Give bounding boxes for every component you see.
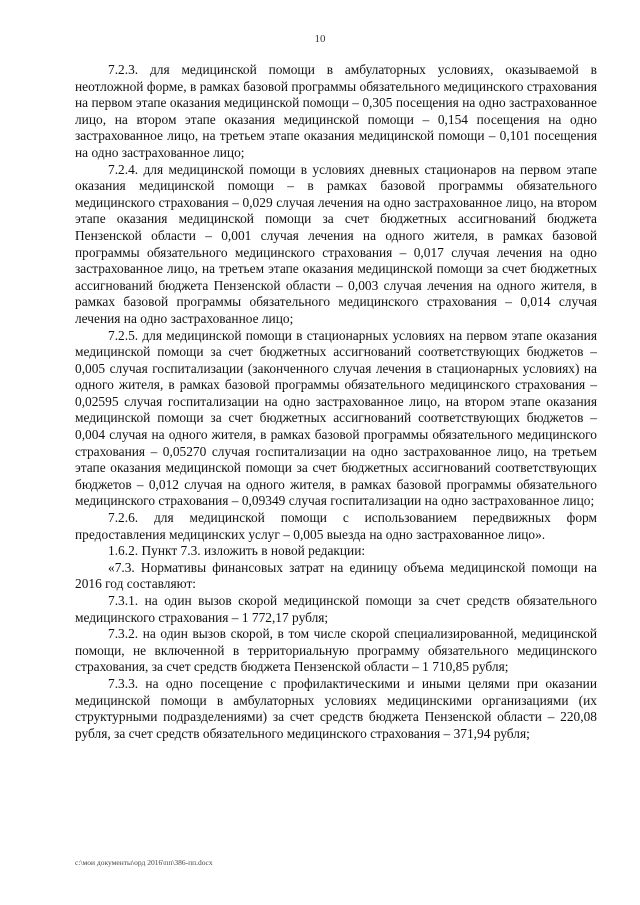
paragraph-7-2-4: 7.2.4. для медицинской помощи в условиях дневных стационаров на первом этапе оказания медицинской помощи – в рамках базовой программы обязательного медицинского страхования – 0,029 случая лечения на одно застрахованное лицо, на втором этапе оказания медицинской помощи за счет бюджетных ассигнований бюджета Пензенской области – 0,001 случая лечения на одного жителя, в рамках базовой программы обязательного медицинского страхования – 0,017 случая лечения на одно застрахованное лицо, на третьем этапе оказания медицинской помощи за счет бюджетных ассигнований бюджета Пензенской области – 0,003 случая лечения на одного жителя, в рамках базовой программы обязательного медицинского страхования – 0,014 случая лечения на одно застрахованное лицо; (75, 161, 597, 326)
paragraph-7-2-5: 7.2.5. для медицинской помощи в стационарных условиях на первом этапе оказания медицинской помощи за счет бюджетных ассигнований соответствующих бюджетов – 0,005 случая госпитализации (законченного случая лечения в стационарных условиях) на одного жителя, в рамках базовой программы обязательного медицинского страхования – 0,02595 случая госпитализации на одно застрахованное лицо, на втором этапе оказания медицинской помощи за счет бюджетных ассигнований соответствующих бюджетов – 0,004 случая на одного жителя, в рамках базовой программы обязательного медицинского страхования – 0,05270 случая госпитализации на одно застрахованное лицо, на третьем этапе оказания медицинской помощи за счет бюджетных ассигнований соответствующих бюджетов – 0,012 случая на одного жителя, в рамках базовой программы обязательного медицинского страхования – 0,09349 случая госпитализации на одно застрахованное лицо; (75, 327, 597, 509)
paragraph-1-6-2: 1.6.2. Пункт 7.3. изложить в новой редакции: (108, 543, 366, 559)
paragraph-7-2-3: 7.2.3. для медицинской помощи в амбулаторных условиях, оказываемой в неотложной форме, в рамках базовой программы обязательного медицинского страхования на первом этапе оказания медицинской помощи – 0,305 посещения на одно застрахованное лицо, на втором этапе оказания медицинской помощи – 0,154 посещения на одно застрахованное лицо, на третьем этапе оказания медицинской помощи – 0,101 посещения на одно застрахованное лицо; (75, 62, 597, 160)
paragraph-7-3-3: 7.3.3. на одно посещение с профилактическими и иными целями при оказании медицинской помощи в амбулаторных условиях медицинскими организациями (их структурными подразделениями) за счет средств бюджета Пензенской области – 220,08 рубля, за счет средств обязательного медицинского страхования – 371,94 рубля; (75, 675, 597, 741)
paragraph-7-3: «7.3. Нормативы финансовых затрат на единицу объема медицинской помощи на 2016 год составляют: (75, 559, 597, 592)
paragraph-7-2-6: 7.2.6. для медицинской помощи с использованием передвижных форм предоставления медицинских услуг – 0,005 выезда на одно застрахованное лицо». (75, 510, 597, 542)
document-body (75, 62, 597, 742)
paragraph-7-3-1: 7.3.1. на один вызов скорой медицинской помощи за счет средств обязательного медицинского страхования – 1 772,17 рубля; (75, 593, 597, 625)
footer-file-path: c:\мои документы\орд 2016\пп\386-пп.docx (75, 858, 213, 867)
page-number: 10 (314, 33, 326, 45)
paragraph-7-3-2: 7.3.2. на один вызов скорой, в том числе скорой специализированной, медицинской помощи, не включенной в территориальную программу обязательного медицинского страхования, за счет средств бюджета Пензенской области – 1 710,85 рубля; (75, 626, 597, 675)
